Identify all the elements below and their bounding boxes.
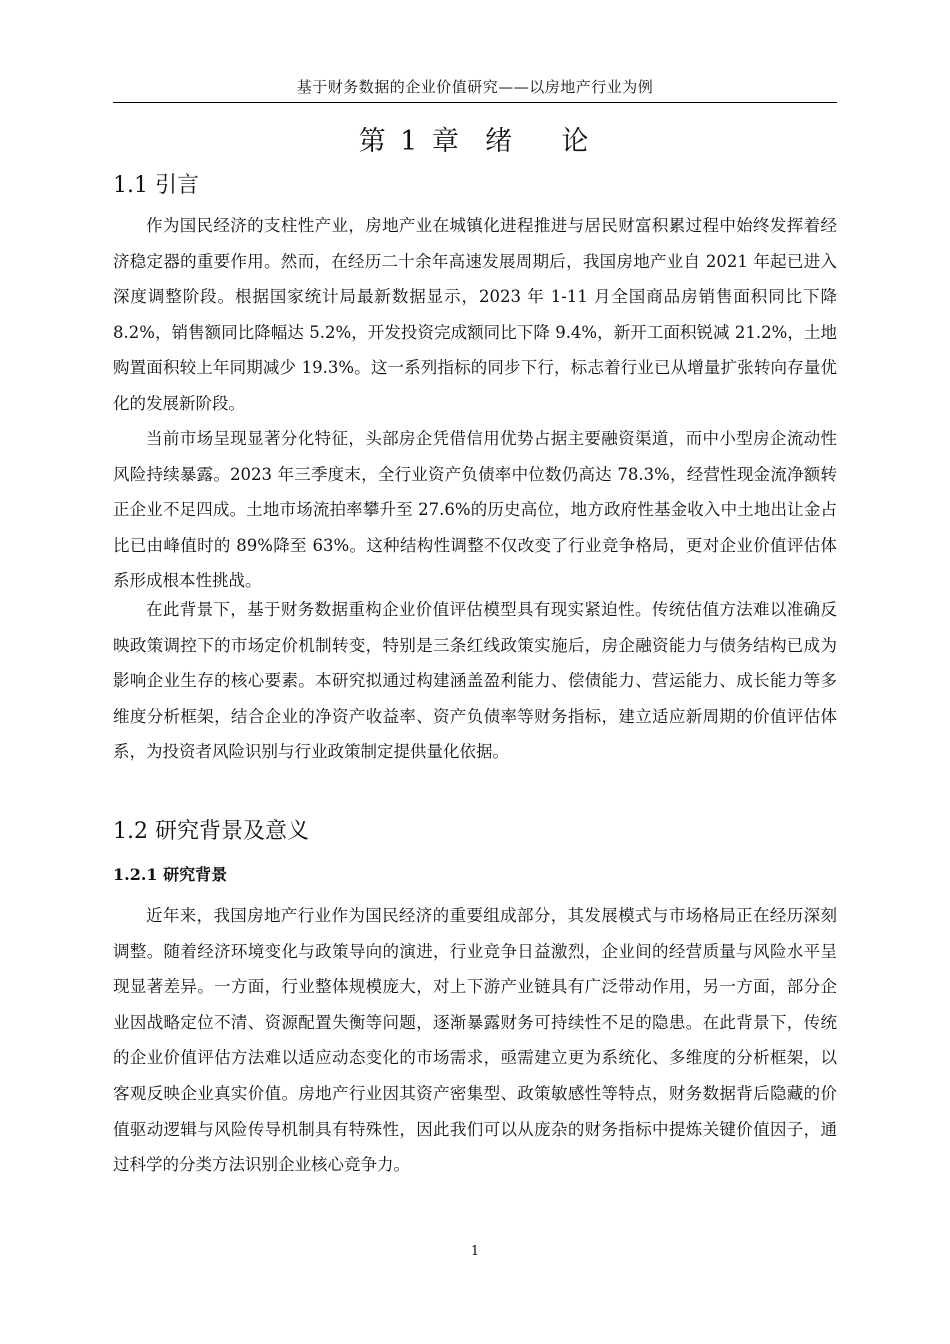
section-heading-1-1: 1.1 引言 bbox=[113, 173, 199, 198]
running-header: 基于财务数据的企业价值研究——以房地产行业为例 bbox=[296, 78, 654, 96]
section-heading-1-2: 1.2 研究背景及意义 bbox=[113, 819, 309, 844]
paragraph-background-1: 近年来，我国房地产行业作为国民经济的重要组成部分，其发展模式与市场格局正在经历深刻调整。随着经济环境变化与政策导向的演进，行业竞争日益激烈，企业间的经营质量与风险水平呈现显著差异。一方面，行业整体规模庞大，对上下游产业链具有广泛带动作用，另一方面，部分企业因战略定位不清、资源配置失衡等问题，逐渐暴露财务可持续性不足的隐患。在此背景下，传统的企业价值评估方法难以适应动态变化的市场需求，亟需建立更为系统化、多维度的分析框架，以客观反映企业真实价值。房地产行业因其资产密集型、政策敏感性等特点，财务数据背后隐藏的价值驱动逻辑与风险传导机制具有特殊性，因此我们可以从庞杂的财务指标中提炼关键价值因子，通过科学的分类方法识别企业核心竞争力。 bbox=[113, 906, 837, 1175]
subsection-heading-1-2-1: 1.2.1 研究背景 bbox=[113, 865, 228, 884]
header-divider bbox=[113, 102, 837, 103]
paragraph-intro-2: 当前市场呈现显著分化特征，头部房企凭借信用优势占据主要融资渠道，而中小型房企流动性风险持续暴露。2023 年三季度末，全行业资产负债率中位数仍高达 78.3%，经营性现金流净额转正企业不足四成。土地市场流拍率攀升至 27.6%的历史高位，地方政府性基金收入中土地出让金占比已由峰值时的 89%降至 63%。这种结构性调整不仅改变了行业竞争格局，更对企业价值评估体系形成根本性挑战。 bbox=[113, 429, 837, 591]
page-number: 1 bbox=[470, 1244, 480, 1259]
chapter-title: 第 1 章 绪 论 bbox=[358, 126, 592, 157]
paragraph-intro-3: 在此背景下，基于财务数据重构企业价值评估模型具有现实紧迫性。传统估值方法难以准确反映政策调控下的市场定价机制转变，特别是三条红线政策实施后，房企融资能力与债务结构已成为影响企业生存的核心要素。本研究拟通过构建涵盖盈利能力、偿债能力、营运能力、成长能力等多维度分析框架，结合企业的净资产收益率、资产负债率等财务指标，建立适应新周期的价值评估体系，为投资者风险识别与行业政策制定提供量化依据。 bbox=[113, 600, 837, 762]
paragraph-intro-1: 作为国民经济的支柱性产业，房地产业在城镇化进程推进与居民财富积累过程中始终发挥着经济稳定器的重要作用。然而，在经历二十余年高速发展周期后，我国房地产业自 2021 年起已进入深度调整阶段。根据国家统计局最新数据显示，2023 年 1-11 月全国商品房销售面积同比下降 8.2%，销售额同比降幅达 5.2%，开发投资完成额同比下降 9.4%，新开工面积锐减 21.2%，土地购置面积较上年同期减少 19.3%。这一系列指标的同步下行，标志着行业已从增量扩张转向存量优化的发展新阶段。 bbox=[113, 216, 837, 413]
